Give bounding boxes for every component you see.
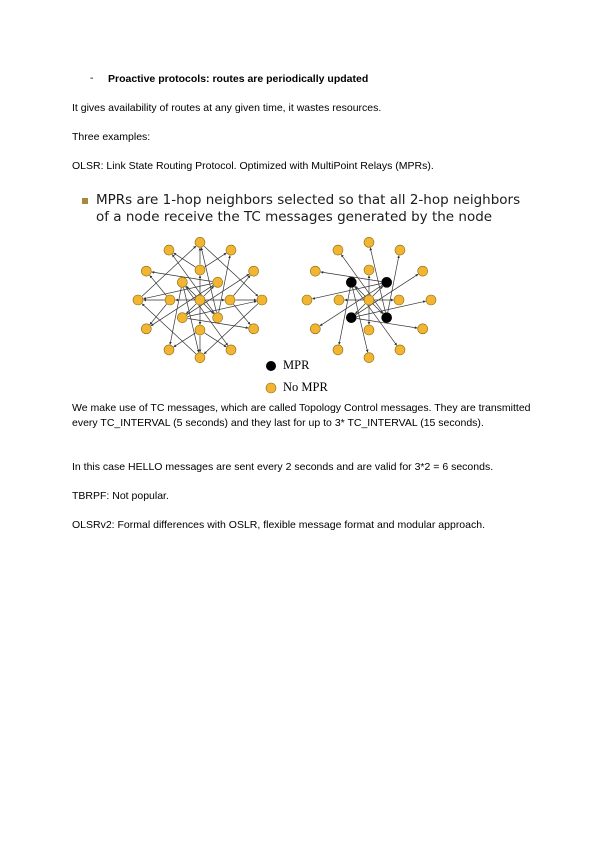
paragraph-tbrpf: TBRPF: Not popular. bbox=[72, 490, 169, 502]
left-outer-node bbox=[141, 324, 151, 334]
right-outer-node bbox=[418, 324, 428, 334]
left-mid-node bbox=[165, 295, 175, 305]
left-outer-node bbox=[195, 237, 205, 247]
right-outer-node bbox=[426, 295, 436, 305]
right-outer-node bbox=[333, 345, 343, 355]
right-mpr-node bbox=[382, 313, 392, 323]
right-outer-node bbox=[364, 353, 374, 363]
right-mpr-node bbox=[382, 277, 392, 287]
left-outer-node bbox=[164, 345, 174, 355]
left-outer-node bbox=[226, 345, 236, 355]
left-outer-node bbox=[141, 266, 151, 276]
left-edge-mid-outer bbox=[150, 304, 167, 324]
paragraph-tc-messages: We make use of TC messages, which are called Topology Control messages. They are transmitted every TC_INTERVAL (5 seconds) and they last for up to 3* TC_INTERVAL (15 seconds). bbox=[72, 402, 531, 429]
left-inner-node bbox=[177, 277, 187, 287]
paragraph-hello: In this case HELLO messages are sent every 2 seconds and are valid for 3*2 = 6 seconds. bbox=[72, 461, 494, 473]
figure-caption-line1: MPRs are 1-hop neighbors selected so that all 2-hop neighbors bbox=[96, 192, 521, 208]
left-center-node bbox=[195, 295, 205, 305]
right-outer-node bbox=[310, 324, 320, 334]
heading-bullet: - bbox=[90, 72, 94, 84]
legend-mpr-label: MPR bbox=[283, 358, 310, 372]
left-edge-mid-outer bbox=[233, 304, 250, 324]
right-network-nodes bbox=[302, 237, 436, 362]
left-outer-node bbox=[133, 295, 143, 305]
right-outer-node bbox=[395, 345, 405, 355]
left-edge-mid-outer bbox=[205, 253, 227, 267]
left-outer-node bbox=[195, 353, 205, 363]
right-mpr-node bbox=[346, 277, 356, 287]
right-outer-node bbox=[418, 266, 428, 276]
figure-caption-line2: of a node receive the TC messages generated by the node bbox=[96, 209, 493, 225]
left-edge-mid-outer bbox=[233, 275, 250, 295]
mpr-figure bbox=[70, 188, 530, 398]
right-mpr-node bbox=[346, 313, 356, 323]
right-mid-node bbox=[334, 295, 344, 305]
paragraph-three-examples: Three examples: bbox=[72, 131, 151, 143]
left-outer-node bbox=[226, 245, 236, 255]
legend-mpr-dot-icon bbox=[266, 361, 276, 371]
heading-proactive-protocols: Proactive protocols: routes are periodically updated bbox=[108, 73, 369, 85]
right-outer-node bbox=[364, 237, 374, 247]
left-outer-node bbox=[249, 266, 259, 276]
right-mid-node bbox=[364, 265, 374, 275]
left-mid-node bbox=[225, 295, 235, 305]
left-edge-mid-outer bbox=[174, 333, 196, 347]
left-edge-mid-outer bbox=[205, 333, 227, 347]
right-outer-node bbox=[333, 245, 343, 255]
right-outer-node bbox=[310, 266, 320, 276]
right-outer-node bbox=[302, 295, 312, 305]
right-center-node bbox=[364, 295, 374, 305]
left-outer-node bbox=[257, 295, 267, 305]
left-edge-mid-outer bbox=[174, 253, 196, 267]
paragraph-olsr: OLSR: Link State Routing Protocol. Optimized with MultiPoint Relays (MPRs). bbox=[72, 160, 434, 172]
left-inner-node bbox=[213, 277, 223, 287]
legend-no-mpr-label: No MPR bbox=[283, 380, 328, 394]
left-outer-node bbox=[249, 324, 259, 334]
paragraph-olsrv2: OLSRv2: Formal differences with OSLR, flexible message format and modular approach. bbox=[72, 519, 485, 531]
left-mid-node bbox=[195, 265, 205, 275]
left-mid-node bbox=[195, 325, 205, 335]
left-inner-node bbox=[177, 313, 187, 323]
paragraph-availability: It gives availability of routes at any given time, it wastes resources. bbox=[72, 102, 382, 114]
left-inner-node bbox=[213, 313, 223, 323]
right-outer-node bbox=[395, 245, 405, 255]
right-mid-node bbox=[364, 325, 374, 335]
right-mid-node bbox=[394, 295, 404, 305]
legend-no-mpr-dot-icon bbox=[266, 383, 276, 393]
left-outer-node bbox=[164, 245, 174, 255]
left-edge-mid-outer bbox=[150, 275, 167, 295]
